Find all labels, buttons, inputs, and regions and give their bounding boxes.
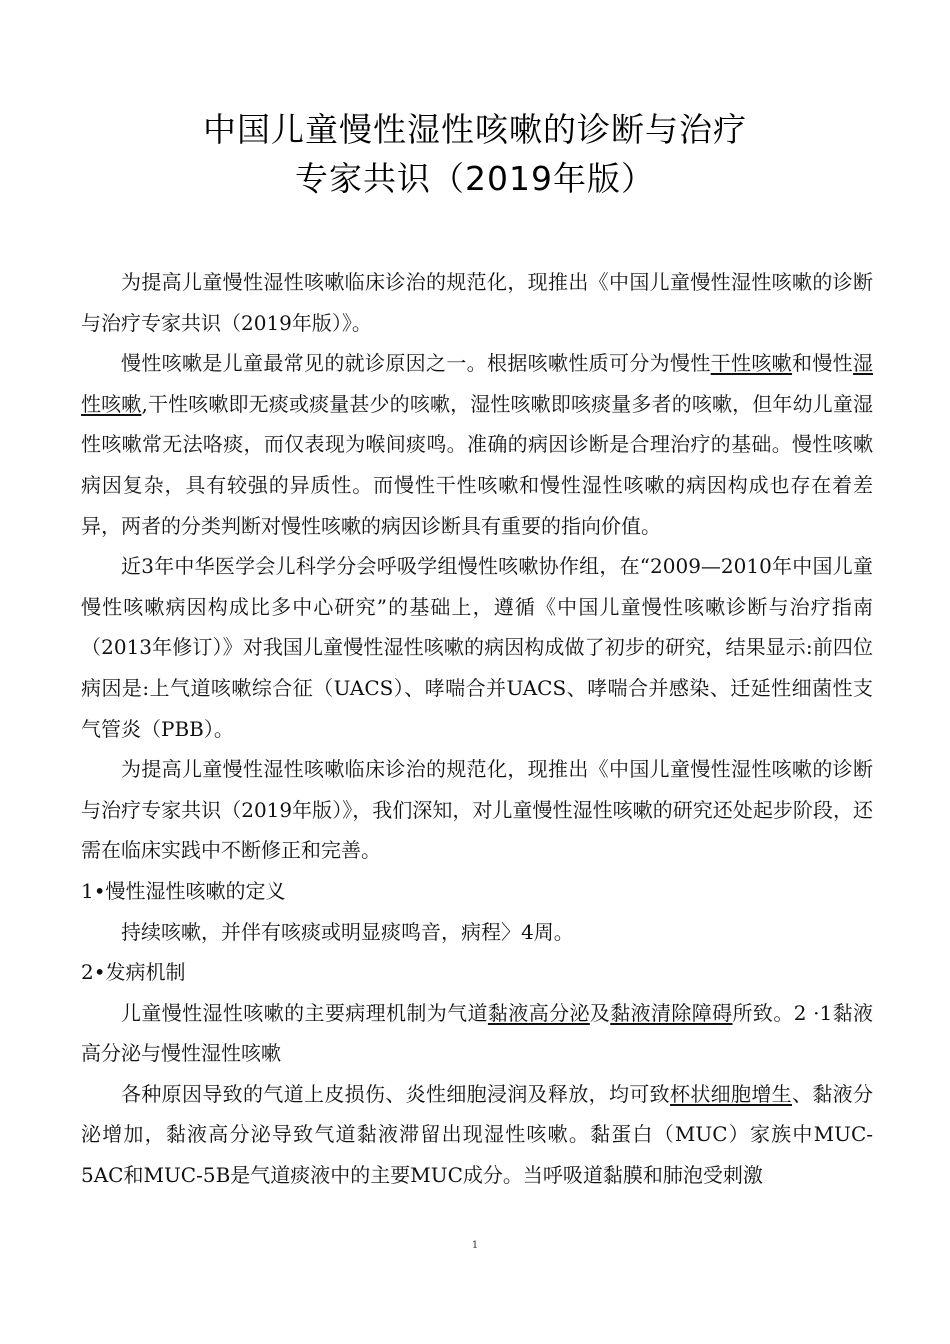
page-number: 1 [471,1240,479,1251]
paragraph-research: 近3年中华医学会儿科学分会呼吸学组慢性咳嗽协作组，在“2009—2010年中国儿童慢性咳嗽病因构成比多中心研究”的基础上，遵循《中国儿童慢性咳嗽诊断与治疗指南（2013年修订）》对我国儿童慢性湿性咳嗽的病因构成做了初步的研究，结果显示:前四位病因是:上气道咳嗽综合征（UACS）、哮喘合并UACS、哮喘合并感染、迁延性细菌性支气管炎（PBB）。 [81,554,873,741]
text-segment: 及 [589,1000,611,1025]
document-title-line2: 专家共识（2019年版） [295,159,655,198]
paragraph-definition: 持续咳嗽，并伴有咳痰或明显痰鸣音，病程〉4周。 [121,919,574,944]
text-segment: 慢性咳嗽是儿童最常见的就诊原因之一。根据咳嗽性质可分为慢性 [121,351,711,376]
text-segment: 所致。2 ·1黏液高分泌与慢性湿性咳嗽 [81,1000,874,1066]
paragraph-cough-types [81,343,873,546]
link-mucus-hypersecretion[interactable]: 黏液高分泌 [487,1000,590,1025]
text-segment: 各种原因导致的气道上皮损伤、炎性细胞浸润及释放，均可致 [121,1081,670,1106]
document-title-line1: 中国儿童慢性湿性咳嗽的诊断与治疗 [203,110,747,149]
link-dry-cough[interactable]: 干性咳嗽 [710,351,793,376]
section-heading-definition: 1•慢性湿性咳嗽的定义 [81,878,286,903]
text-segment: 和慢性 [792,351,854,376]
paragraph-consensus: 为提高儿童慢性湿性咳嗽临床诊治的规范化，现推出《中国儿童慢性湿性咳嗽的诊断与治疗专家共识（2019年版）》，我们深知，对儿童慢性湿性咳嗽的研究还处起步阶段，还需在临床实践中不断修正和完善。 [81,757,873,863]
link-goblet-cell-hyperplasia[interactable]: 杯状细胞增生 [670,1081,792,1106]
text-segment: 、黏液分泌增加，黏液高分泌导致气道黏液滞留出现湿性咳嗽。黏蛋白（MUC）家族中MUC-5AC和MUC-5B是气道痰液中的主要MUC成分。当呼吸道黏膜和肺泡受刺激 [81,1081,874,1188]
document-body [81,262,873,1196]
text-segment: 儿童慢性湿性咳嗽的主要病理机制为气道 [121,1000,488,1025]
paragraph-intro: 为提高儿童慢性湿性咳嗽临床诊治的规范化，现推出《中国儿童慢性湿性咳嗽的诊断与治疗专家共识（2019年版）》。 [81,270,873,335]
link-wet-cough[interactable]: 湿性咳嗽 [81,351,874,416]
paragraph-goblet-cells [81,1074,873,1196]
section-heading-mechanism: 2•发病机制 [81,960,186,985]
text-segment: ,干性咳嗽即无痰或痰量甚少的咳嗽，湿性咳嗽即咳痰量多者的咳嗽，但年幼儿童湿性咳嗽常无法咯痰，而仅表现为喉间痰鸣。准确的病因诊断是合理治疗的基础。慢性咳嗽病因复杂，具有较强的异质性。而慢性干性咳嗽和慢性湿性咳嗽的病因构成也存在着差异，两者的分类判断对慢性咳嗽的病因诊断具有重要的指向价值。 [81,391,874,538]
paragraph-mechanism [81,993,873,1074]
link-mucus-clearance-disorder[interactable]: 黏液清除障碍 [610,1000,733,1025]
